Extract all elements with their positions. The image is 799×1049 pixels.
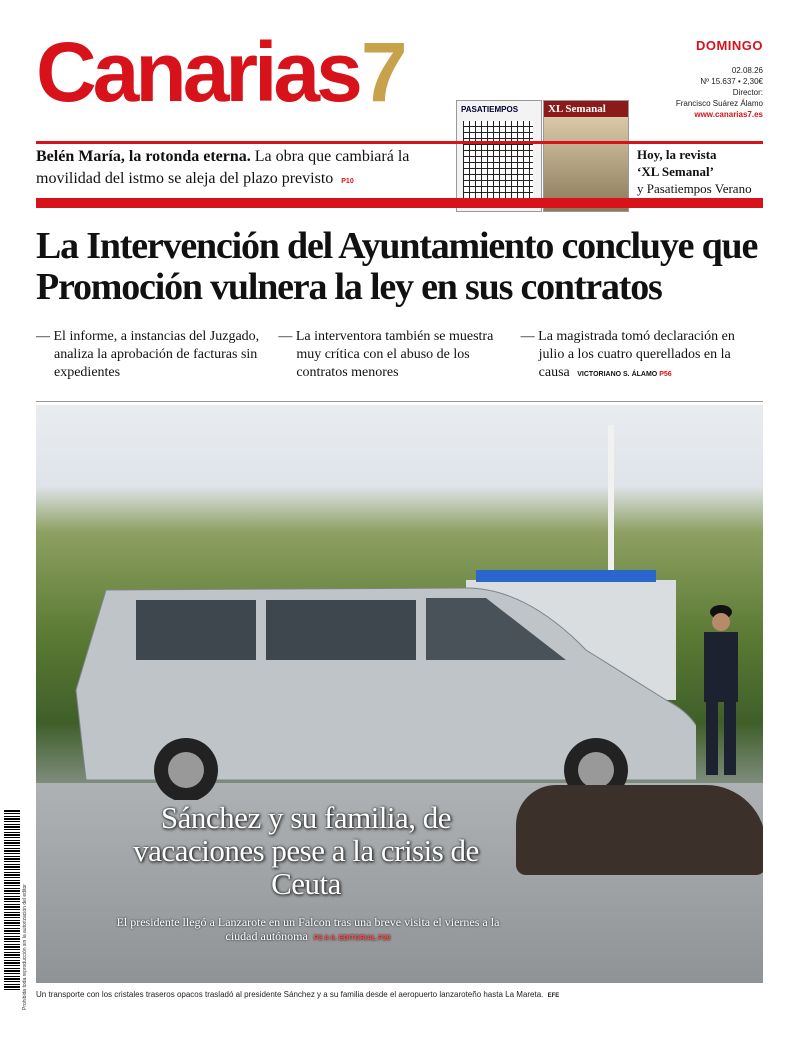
guard-head — [712, 613, 730, 631]
director-label: Director: — [732, 88, 763, 97]
teaser-text: La obra que cambiará la movilidad del istmo se aleja del plazo previsto — [36, 148, 410, 187]
director-name: Francisco Suárez Álamo — [675, 99, 763, 108]
van-window-rear — [136, 600, 256, 660]
pasatiempos-title: PASATIEMPOS — [461, 105, 519, 114]
photo-subtitle-text: El presidente llegó a Lanzarote en un Falcon tras una breve visita el viernes a la ciudad autónoma — [116, 915, 500, 943]
website-link[interactable]: www.canarias7.es — [694, 110, 763, 119]
xl-cover-photo — [544, 117, 628, 211]
lead-credit — [577, 371, 671, 378]
van-window-side — [266, 600, 416, 660]
logo-seven: 7 — [360, 25, 404, 119]
issue-date: 02.08.26 — [731, 66, 763, 75]
lead-photo[interactable] — [36, 405, 763, 983]
teaser-story[interactable] — [36, 146, 436, 193]
credit-page: P56 — [659, 371, 672, 378]
section-divider — [36, 401, 763, 402]
police-lightbar — [476, 570, 656, 582]
logo[interactable] — [36, 25, 404, 119]
masthead — [36, 25, 476, 130]
legal-notice: Prohibida toda reproducción sin la autorización del editor — [22, 884, 28, 1010]
teaser-page-ref: P10 — [341, 178, 354, 185]
teaser-bold: Belén María, la rotonda eterna. — [36, 148, 251, 165]
caption-agency: EFE — [547, 993, 560, 999]
credit-author: VICTORIANO S. ÁLAMO — [577, 371, 658, 378]
photo-caption — [36, 990, 763, 999]
guard-torso — [704, 632, 738, 702]
logo-name: Canarias — [36, 25, 359, 119]
promo-line3: y Pasatiempos Verano — [637, 181, 752, 196]
bullet-3 — [521, 328, 763, 384]
photo-page-refs: P2 A 6. EDITORIAL P28 — [313, 935, 391, 942]
pasatiempos-cover[interactable] — [456, 100, 542, 212]
lead-bullets — [36, 328, 763, 384]
lava-rocks — [516, 785, 763, 875]
weekday: DOMINGO — [695, 38, 763, 53]
bullet-2: — La interventora también se muestra muy crítica con el abuso de los contratos menores — [278, 329, 494, 380]
red-band — [36, 198, 763, 208]
issue-number-price: Nº 15.637 • 2,30€ — [700, 77, 763, 86]
photo-subtitle — [108, 915, 508, 946]
lead-headline[interactable]: La Intervención del Ayuntamiento concluye que Promoción vulnera la ley en sus contratos — [36, 225, 758, 308]
guard-figure — [696, 600, 746, 780]
barcode-icon — [4, 810, 20, 990]
promo-line2: ‘XL Semanal’ — [637, 164, 714, 179]
top-divider — [36, 141, 763, 144]
magazine-promo[interactable] — [637, 146, 767, 197]
caption-text: Un transporte con los cristales traseros opacos trasladó al presidente Sánchez y a su familia desde el aeropuerto lanzaroteño hasta La Mareta. — [36, 990, 544, 999]
crossword-grid-icon — [463, 121, 533, 205]
issue-meta — [676, 65, 763, 120]
xl-semanal-title: XL Semanal — [544, 101, 629, 117]
bullet-1: — El informe, a instancias del Juzgado, analiza la aprobación de facturas sin expedientes — [36, 329, 260, 380]
van-illustration — [66, 570, 696, 800]
xl-semanal-cover[interactable] — [543, 100, 629, 212]
promo-line1: Hoy, la revista — [637, 147, 717, 162]
bullet-3-text: — La magistrada tomó declaración en julio a los cuatro querellados en la causa — [520, 329, 735, 380]
guard-leg-left — [706, 700, 718, 775]
photo-headline[interactable]: Sánchez y su familia, de vacaciones pese a la crisis de Ceuta — [133, 800, 479, 901]
issue-info — [676, 38, 763, 120]
guard-leg-right — [724, 700, 736, 775]
